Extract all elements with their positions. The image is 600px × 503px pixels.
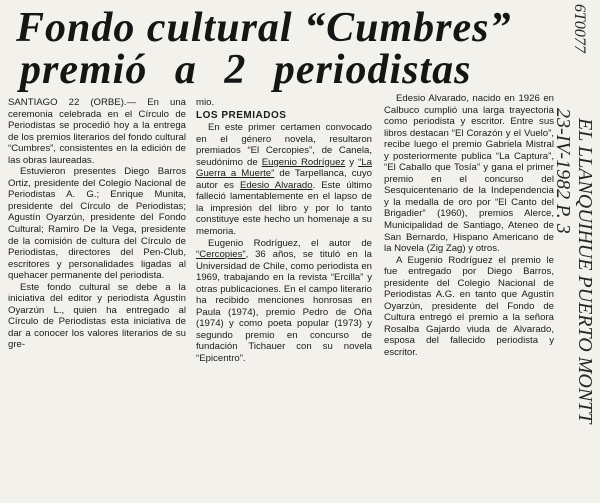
paragraph-rodriguez-bio [196, 238, 372, 365]
paragraph-dateline: SANTIAGO 22 (ORBE).— En una ceremonia celebrada en el Círculo de Periodistas se procedió hoy a la entrega de los premios literarios del fondo cultural “Cumbres”, consistentes en la edición de las obras laureadas. [8, 97, 186, 166]
article-column-2 [196, 97, 372, 365]
winners-text-c: de Tarpellanca, cuyo autor es [196, 168, 372, 191]
carry-over-text: mio. [196, 97, 215, 108]
paragraph-attendees: Estuvieron presentes Diego Barros Ortiz, presidente del Colegio Nacional de Periodistas A. G.; Enrique Munita, presidente del Círculo de Periodistas; Agustín Oyarzún, presidente del Fondo Cultural; Ramiro De la Vega, presidente de la comisión de cultura del Círculo de Periodistas, directores del Pen-Club, escritores y personalidades ligadas al quehacer permanente del periodista. [8, 166, 186, 282]
article-column-1 [8, 97, 186, 351]
winner-name-rodriguez: Eugenio Rodríguez [261, 156, 346, 168]
handwritten-newspaper-name: EL LLANQUIHUE PUERTO MONTT [574, 118, 596, 424]
winners-text-a: En este primer certamen convocado en el género novela, resultaron premiados “El Cercopies”, de Canela, seudónimo de [196, 122, 372, 168]
subheading-premiados: LOS PREMIADOS [196, 109, 287, 121]
winner-name-alvarado: Edesio Alvarado [239, 179, 313, 191]
paragraph-alvarado-bio: Edesio Alvarado, nacido en 1926 en Calbuco cumplió una larga trayectoria como periodista y escritor. Entre sus libros destacan “El Corazón y el Vuelo”, recibe luego el premio Gabriela Mistral y posteriormente publica “La Captura”, “El Caballo que Tosía” y gana el primer premio en el concurso del Sesquicentenario de la Independencia y la medalla de oro por “El Canto del Brigadier” (1960), premios Alerce, Municipalidad de Santiago, Ateneo de San Bernardo, Hispano Americano de la Novela (Zig Zag) y otros. [384, 93, 554, 255]
headline-line-1: Fondo cultural “Cumbres” [16, 5, 512, 51]
bio-text-b: , 36 años, se tituló en la Universidad de Chile, como periodista en 1969, trabajando en la revista “Ercilla” y otras publicaciones. En el campo literario ha recibido menciones honrosas en Paula (1974), premio Pedro de Oña (1974) y como poeta popular (1973) y segundo premio en concurso de fundación Tichauer con su novela “Epicentro”. [196, 249, 372, 365]
winners-text-d: . Este último falleció lamentablemente en el lapso de la impresión del libro y por lo tanto constituye este hecho un homenaje a su memoria. [196, 179, 372, 238]
winners-text-b: y [345, 156, 359, 168]
book-title-cercopies: “Cercopies” [196, 249, 246, 261]
winner-title-guerra: “La Guerra a Muerte” [196, 156, 372, 180]
bio-text-a: Eugenio Rodríguez, el autor de [208, 237, 372, 249]
article-column-3 [384, 93, 554, 359]
handwritten-date-page: 23-IV-1982 P. 3 [552, 108, 574, 234]
headline-line-2: premió a 2 periodistas [20, 47, 472, 93]
handwritten-archive-code: 6T0077 [571, 4, 588, 53]
paragraph-winners [196, 122, 372, 237]
paragraph-award-delivery: A Eugenio Rodríguez el premio le fue entregado por Diego Barros, presidente del Colegio Nacional de Periodistas A.G. en tanto que Agustín Oyarzún, presidente del Fondo de Cultura entregó el premio a la señora Rosalba Gajardo viuda de Alvarado, esposa del fallecido periodista y escritor. [384, 254, 554, 359]
paragraph-fund-origin: Este fondo cultural se debe a la iniciativa del editor y periodista Agustín Oyarzún L., quien ha entregado al Círculo de Periodistas esta iniciativa de dar a conocer los valores literarios de su gre- [8, 281, 186, 351]
